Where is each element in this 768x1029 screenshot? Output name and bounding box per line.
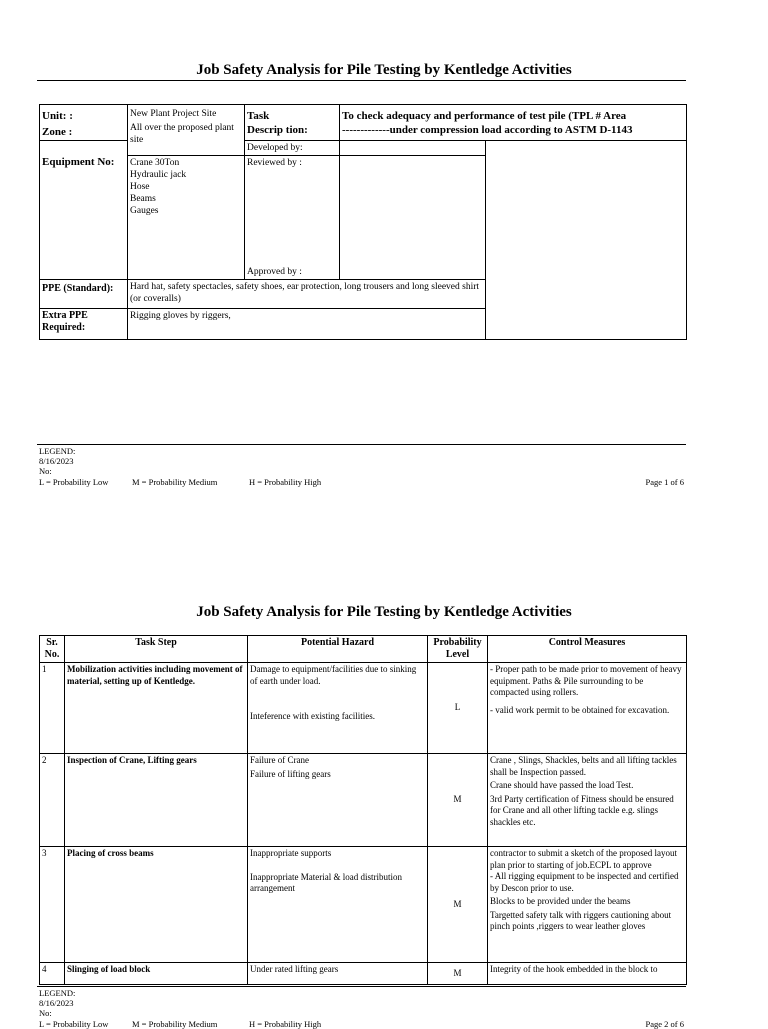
zone-label: Zone : (42, 126, 73, 138)
jsa-header-row (40, 636, 687, 663)
legend-low: L = Probability Low (39, 477, 109, 487)
right-blank-cell (486, 141, 687, 340)
legend-medium: M = Probability Medium (132, 1019, 218, 1029)
table-row (40, 963, 687, 985)
hazard-item: Failure of Crane (250, 755, 309, 765)
row-sr: 2 (40, 754, 65, 847)
header-hazard: Potential Hazard (248, 636, 428, 663)
header-control: Control Measures (488, 636, 687, 663)
table-row (40, 663, 687, 754)
table-row (40, 754, 687, 847)
control-item: Crane should have passed the load Test. (490, 780, 634, 790)
page1-legend-block (39, 446, 75, 476)
footer-date: 8/16/2023 (39, 998, 74, 1008)
legend-low: L = Probability Low (39, 1019, 109, 1029)
control-item: 3rd Party certification of Fitness should be ensured for Crane and all other lifting tackle e.g. slings shackles etc. (490, 793, 674, 827)
extra-ppe-label: Extra PPE Required: (40, 309, 128, 340)
row-task-step: Slinging of load block (65, 963, 248, 985)
task-label-line1: Task (247, 110, 270, 122)
hazard-item: Failure of lifting gears (250, 768, 331, 779)
row-hazard (248, 663, 428, 754)
unit-zone-value (128, 105, 245, 156)
ppe-value: Hard hat, safety spectacles, safety shoes, ear protection, long trousers and long sleeved shirt (or coveralls) (128, 280, 486, 309)
reviewed-approved-cell (245, 156, 340, 280)
unit-value: New Plant Project Site (130, 109, 217, 119)
table-row (40, 847, 687, 963)
row-probability: L (428, 663, 488, 754)
unit-label: Unit: : (42, 110, 73, 122)
page1-header-table (39, 104, 687, 340)
footer-no: No: (39, 1008, 52, 1018)
legend-heading: LEGEND: (39, 446, 76, 456)
row-control (488, 663, 687, 754)
developed-by-value (340, 141, 486, 156)
footer-date: 8/16/2023 (39, 456, 74, 466)
task-description-line2: -------------under compression load according to ASTM D-1143 (342, 124, 633, 136)
control-item: - valid work permit to be obtained for excavation. (490, 704, 670, 715)
header-probability: Probability Level (428, 636, 488, 663)
task-label-line2: Descrip tion: (247, 124, 308, 136)
reviewed-by-label: Reviewed by : (247, 158, 302, 168)
page-number: Page 2 of 6 (645, 1019, 684, 1029)
developed-by-label: Developed by: (245, 141, 340, 156)
hazard-item: Inappropriate supports (250, 848, 332, 858)
legend-high: H = Probability High (249, 477, 322, 487)
hazard-item: Inteference with existing facilities. (250, 711, 375, 721)
zone-value: All over the proposed plant site (130, 123, 234, 145)
row-control (488, 754, 687, 847)
legend-heading: LEGEND: (39, 988, 76, 998)
row-hazard (248, 754, 428, 847)
legend-medium: M = Probability Medium (132, 477, 218, 487)
row-hazard: Under rated lifting gears (248, 963, 428, 985)
equipment-item: Crane 30Ton (130, 158, 180, 168)
row-probability: M (428, 754, 488, 847)
equipment-item: Hose (130, 182, 150, 192)
page2-footer-rule (37, 986, 686, 987)
row-probability: M (428, 963, 488, 985)
row-sr: 3 (40, 847, 65, 963)
task-description-line1: To check adequacy and performance of test pile (TPL # Area (342, 110, 627, 122)
control-item: Targetted safety talk with riggers cautioning about pinch points ,riggers to wear leather gloves (490, 909, 672, 931)
page1-footer-rule (37, 444, 686, 445)
equipment-item: Beams (130, 194, 156, 204)
page2-title: Job Safety Analysis for Pile Testing by Kentledge Activities (196, 604, 572, 620)
row-task-step: Mobilization activities including movement of material, setting up of Kentledge. (65, 663, 248, 754)
page1-title: Job Safety Analysis for Pile Testing by Kentledge Activities (196, 62, 572, 78)
hazard-item: Inappropriate Material & load distribution arrangement (250, 871, 402, 893)
page-number: Page 1 of 6 (645, 477, 684, 487)
hazard-item: Damage to equipment/facilities due to sinking of earth under load. (250, 664, 417, 686)
page1-title-rule (37, 80, 686, 81)
row-control: Integrity of the hook embedded in the block to (488, 963, 687, 985)
row-probability: M (428, 847, 488, 963)
row-sr: 1 (40, 663, 65, 754)
ppe-label: PPE (Standard): (40, 280, 128, 309)
header-sr: Sr. No. (40, 636, 65, 663)
equipment-list (128, 156, 245, 280)
row-control (488, 847, 687, 963)
row-task-step: Placing of cross beams (65, 847, 248, 963)
footer-no: No: (39, 466, 52, 476)
unit-zone-label (40, 105, 128, 141)
legend-high: H = Probability High (249, 1019, 322, 1029)
control-item: Crane , Slings, Shackles, belts and all lifting tackles shall be Inspection passed. (490, 755, 677, 777)
page2-legend-block (39, 988, 75, 1018)
reviewed-approved-value (340, 156, 486, 280)
equipment-label: Equipment No: (40, 141, 128, 280)
header-task-step: Task Step (65, 636, 248, 663)
task-label (245, 105, 340, 141)
approved-by-label: Approved by : (247, 267, 302, 277)
row-sr: 4 (40, 963, 65, 985)
jsa-table (39, 635, 687, 985)
row-hazard (248, 847, 428, 963)
control-item: - Proper path to be made prior to movement of heavy equipment. Paths & Pile surrounding to be compacted using rollers. (490, 664, 682, 697)
extra-ppe-value: Rigging gloves by riggers, (128, 309, 486, 340)
task-description (340, 105, 687, 141)
equipment-item: Gauges (130, 206, 159, 216)
control-item: - All rigging equipment to be inspected and certified by Descon prior to use. (490, 871, 679, 893)
row-task-step: Inspection of Crane, Lifting gears (65, 754, 248, 847)
equipment-item: Hydraulic jack (130, 170, 187, 180)
control-item: contractor to submit a sketch of the proposed layout plan prior to starting of job.ECPL to approve (490, 848, 677, 870)
control-item: Blocks to be provided under the beams (490, 896, 631, 906)
